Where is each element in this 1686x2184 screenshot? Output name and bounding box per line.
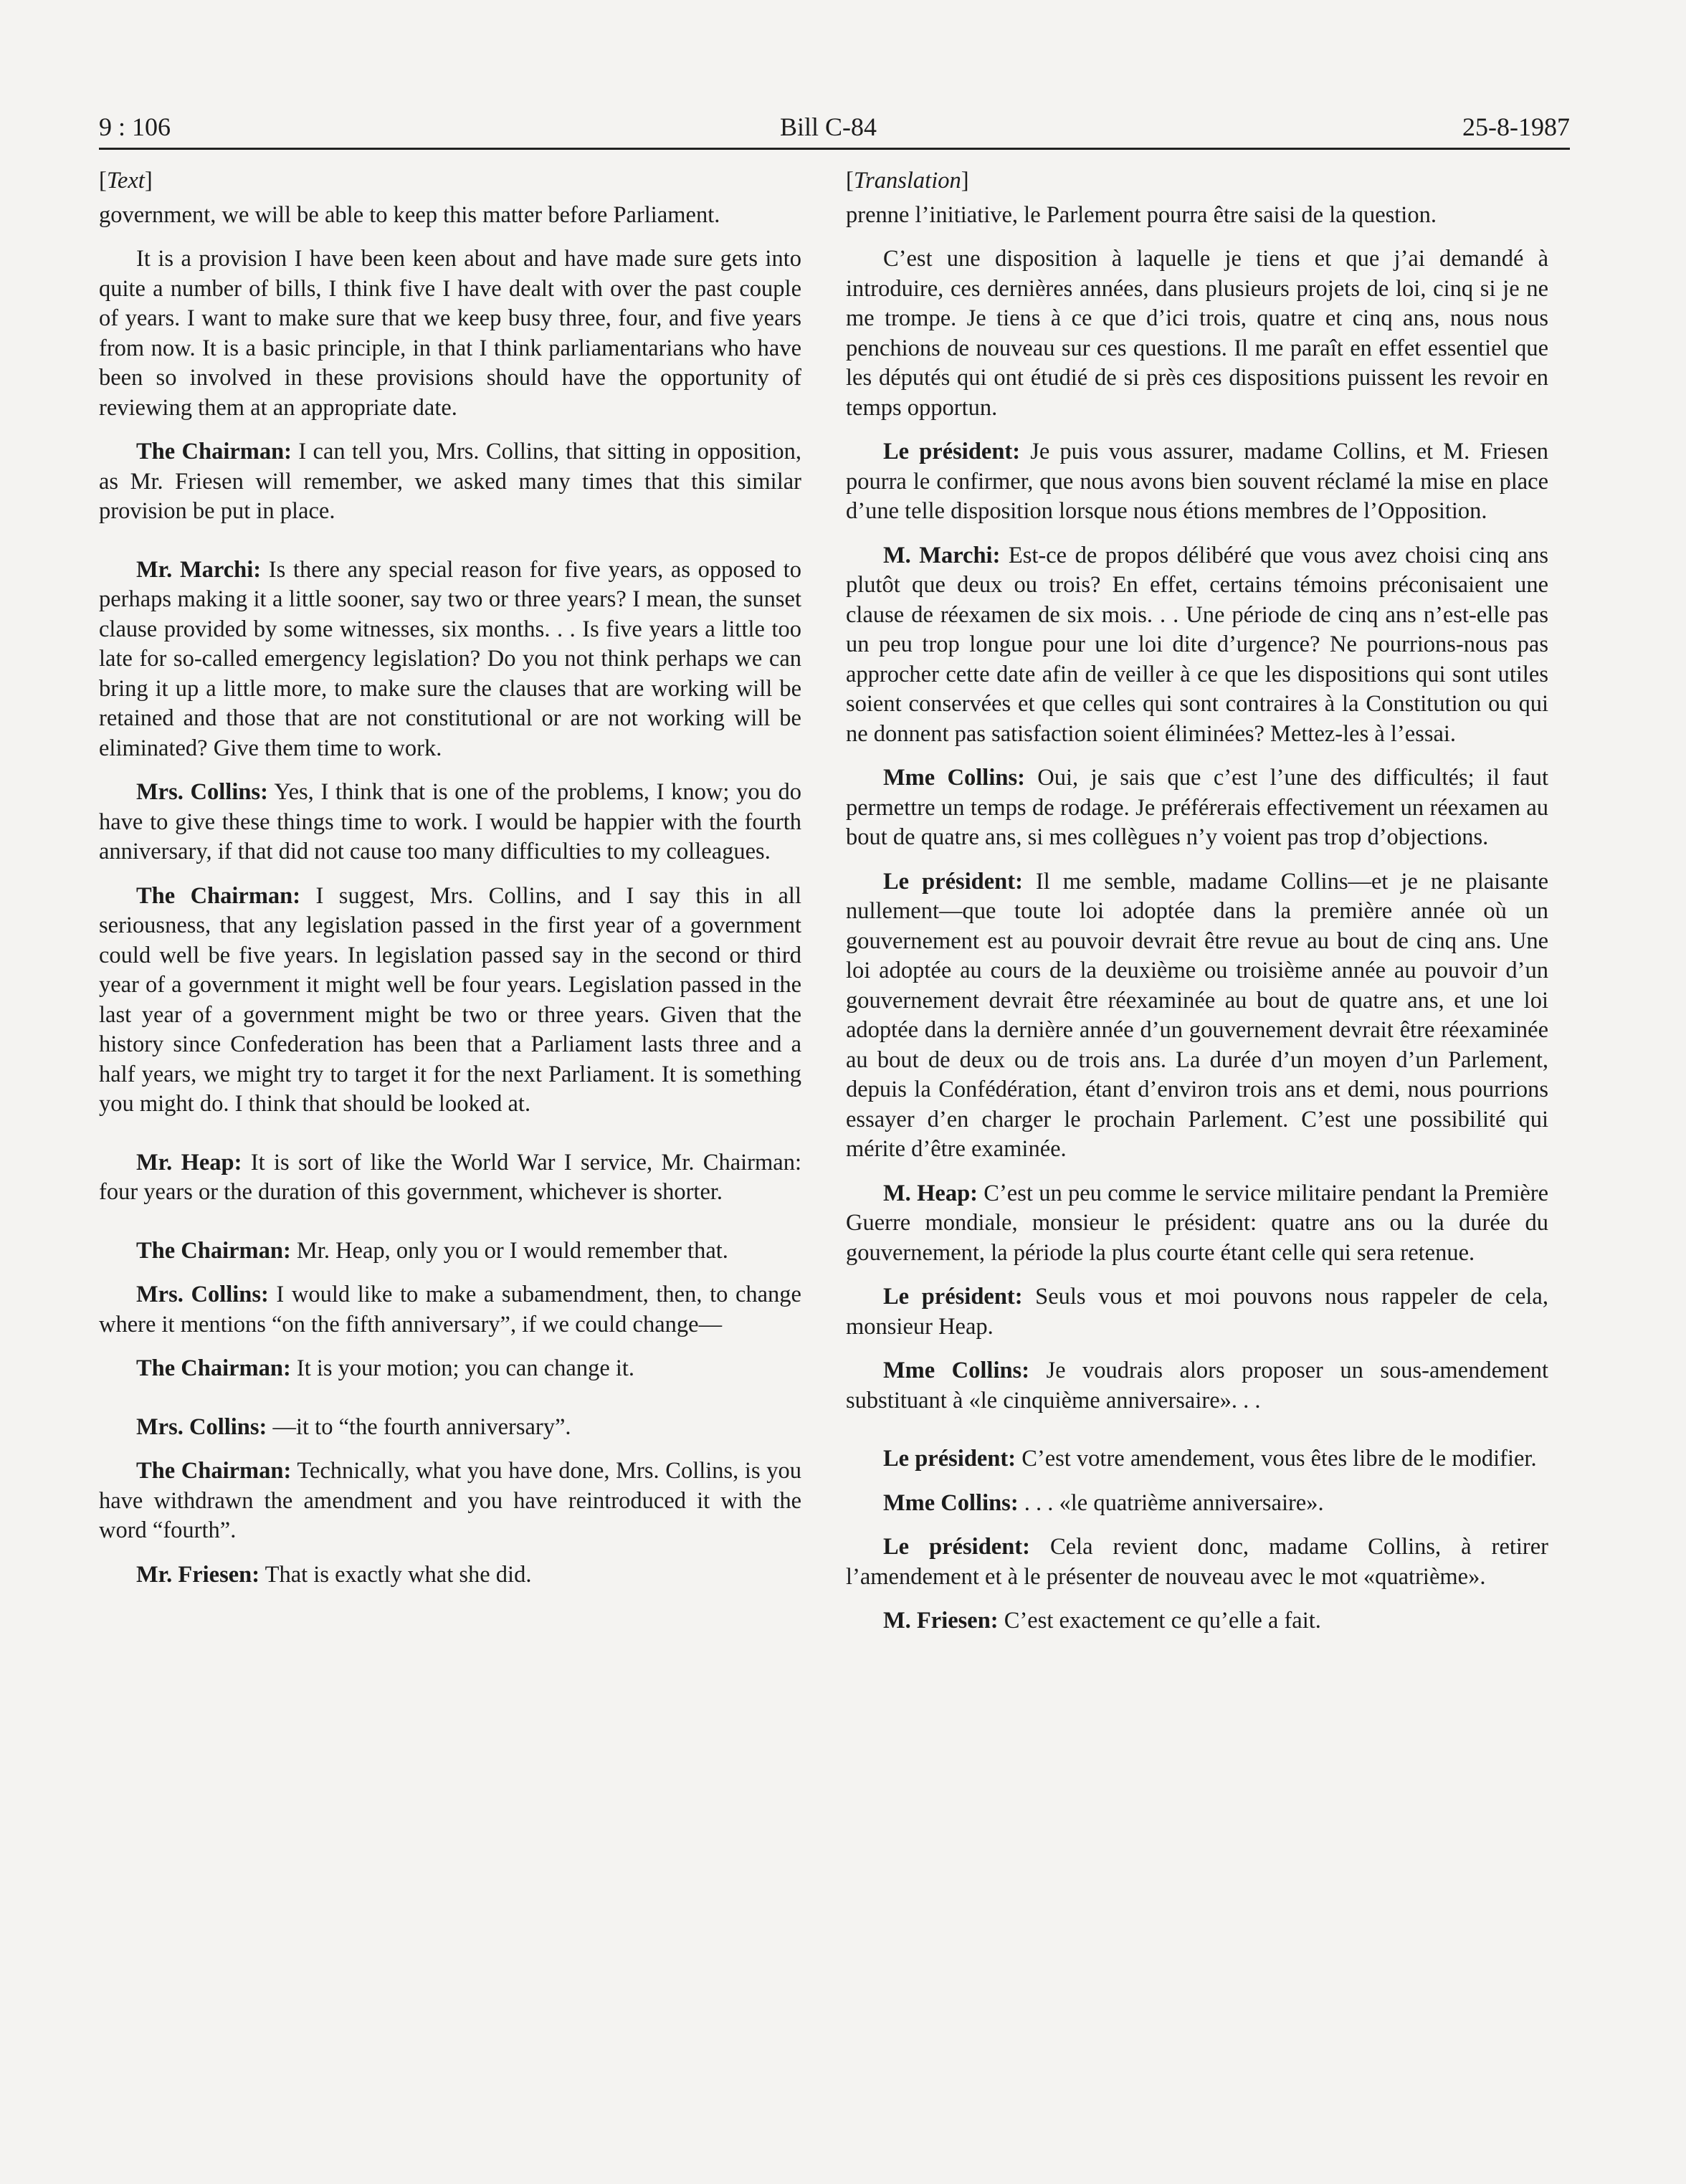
- speaker-name: Le président:: [883, 868, 1023, 895]
- transcript-paragraph: [99, 1236, 801, 1267]
- paragraph-text: Il me semble, madame Collins—et je ne plaisante nullement—que toute loi adoptée dans la première année où un gouvernement est au pouvoir devrait être revue au bout de cinq ans. Une loi adoptée au cours de la deuxième ou troisième année au pouvoir d’un gouvernement devrait être réexaminée au bout de quatre ans, et une loi adoptée dans la dernière année d’un gouvernement devrait être réexaminée au bout de deux ou de trois ans. La durée d’un moyen d’un Parlement, depuis la Confédération, étant d’environ trois ans et demi, nous pourrions essayer d’en charger le prochain Parlement. C’est une possibilité qui mérite d’être examinée.: [846, 868, 1548, 1162]
- speaker-name: Mrs. Collins:: [136, 1413, 267, 1440]
- paragraph-text: government, we will be able to keep this matter before Parliament.: [99, 201, 720, 228]
- bill-title: Bill C-84: [780, 113, 877, 141]
- column-label-translation: [ Translation ]: [846, 166, 1548, 196]
- paragraph-text: C’est une disposition à laquelle je tiens et que j’ai demandé à introduire, ces dernières années, dans plusieurs projets de loi, cinq si je ne me trompe. Je tiens à ce que d’ici trois, quatre et cinq ans, nous nous penchions de nouveau sur ces questions. Il me paraît en effet essentiel que les députés qui ont étudié de si près ces dispositions puissent les revoir en temps opportun.: [846, 246, 1548, 421]
- transcript-paragraph: [846, 1282, 1548, 1342]
- paragraph-text: I can tell you, Mrs. Collins, that sitting in opposition, as Mr. Friesen will remember, we asked many times that this similar provision be put in place.: [99, 439, 801, 524]
- paragraph-text: Cela revient donc, madame Collins, à retirer l’amendement et à le présenter de nouveau avec le mot «quatrième».: [846, 1534, 1548, 1590]
- paragraph-text: —it to “the fourth anniversary”.: [267, 1413, 571, 1440]
- speaker-name: Le président:: [883, 439, 1021, 464]
- transcript-paragraph: [846, 1444, 1548, 1474]
- transcript-paragraph: [99, 1148, 801, 1208]
- speaker-name: Mme Collins:: [883, 1489, 1019, 1516]
- transcript-paragraph: [99, 555, 801, 764]
- transcript-paragraph: [99, 1280, 801, 1340]
- speaker-name: Mme Collins:: [883, 765, 1025, 791]
- transcript-paragraph: [99, 1354, 801, 1384]
- speaker-name: M. Heap:: [883, 1180, 978, 1206]
- paragraph-text: C’est un peu comme le service militaire pendant la Première Guerre mondiale, monsieur le président: quatre ans ou la durée du gouvernement, la période la plus courte étant celle qui sera retenue.: [846, 1180, 1548, 1266]
- speaker-name: Mr. Friesen:: [136, 1561, 260, 1588]
- transcript-paragraph: [846, 1532, 1548, 1592]
- speaker-name: M. Marchi:: [883, 542, 1001, 568]
- paragraph-text: Je voudrais alors proposer un sous-amendement substituant à «le cinquième anniversaire». . .: [846, 1358, 1548, 1413]
- paragraph-text: Je puis vous assurer, madame Collins, et M. Friesen pourra le confirmer, que nous avons bien souvent réclamé la mise en place d’une telle disposition lorsque nous étions membres de l’Opposition.: [846, 439, 1548, 524]
- transcript-paragraph: [846, 1489, 1548, 1519]
- speaker-name: Le président:: [883, 1534, 1030, 1560]
- french-paragraphs: [846, 201, 1548, 1636]
- paragraph-text: It is sort of like the World War I service, Mr. Chairman: four years or the duration of this government, whichever is shorter.: [99, 1149, 801, 1205]
- transcript-paragraph: [99, 201, 801, 231]
- transcript-paragraph: [846, 1179, 1548, 1269]
- speaker-name: Mr. Heap:: [136, 1149, 242, 1176]
- sitting-date: 25-8-1987: [1462, 113, 1570, 141]
- speaker-name: Le président:: [883, 1446, 1016, 1472]
- french-column: [846, 166, 1548, 1651]
- speaker-name: The Chairman:: [136, 882, 301, 909]
- transcript-paragraph: [846, 867, 1548, 1165]
- speaker-name: Mrs. Collins:: [136, 1282, 269, 1307]
- speaker-name: M. Friesen:: [883, 1608, 999, 1634]
- transcript-paragraph: [99, 1413, 801, 1443]
- transcript-paragraph: [846, 201, 1548, 231]
- paragraph-text: It is a provision I have been keen about and have made sure gets into quite a number of bills, I think five I have dealt with over the past couple of years. I want to make sure that we keep busy three, four, and five years from now. It is a basic principle, in that I think parliamentarians who have been so involved in these provisions should have the opportunity of reviewing them at an appropriate date.: [99, 246, 801, 421]
- transcript-paragraph: [99, 882, 801, 1120]
- transcript-paragraph: [846, 541, 1548, 750]
- transcript-paragraph: [846, 244, 1548, 423]
- paragraph-text: I would like to make a subamendment, then, to change where it mentions “on the fifth anniversary”, if we could change—: [99, 1282, 801, 1337]
- speaker-name: The Chairman:: [136, 439, 292, 464]
- speaker-name: The Chairman:: [136, 1355, 291, 1381]
- column-label-text: [ Text ]: [99, 166, 801, 196]
- speaker-name: Mme Collins:: [883, 1358, 1030, 1383]
- paragraph-text: C’est exactement ce qu’elle a fait.: [998, 1608, 1321, 1634]
- paragraph-text: It is your motion; you can change it.: [290, 1355, 635, 1381]
- paragraph-text: Oui, je sais que c’est l’une des difficultés; il faut permettre un temps de rodage. Je préférerais effectivement un réexamen au bout de quatre ans, si mes collègues n’y voient pas trop d’objections.: [846, 765, 1549, 850]
- transcript-paragraph: [846, 1356, 1548, 1416]
- paragraph-text: Est-ce de propos délibéré que vous avez choisi cinq ans plutôt que deux ou trois? En effet, certains témoins préconisaient une clause de réexamen de six mois. . . Une période de cinq ans n’est-elle pas un peu trop longue pour une loi dite d’urgence? Ne pourrions-nous pas approcher cette date afin de veiller à ce que les dispositions qui sont utiles soient conservées et que celles qui sont contraires à la Constitution ou qui ne donnent pas satisfaction soient éliminées? Mettez-les à l’essai.: [846, 542, 1548, 747]
- transcript-paragraph: [99, 437, 801, 527]
- speaker-name: Le président:: [883, 1284, 1023, 1310]
- english-column: [99, 166, 801, 1604]
- page-number: 9 : 106: [99, 113, 171, 141]
- transcript-paragraph: [846, 1606, 1548, 1636]
- paragraph-text: That is exactly what she did.: [259, 1561, 532, 1588]
- paragraph-text: Mr. Heap, only you or I would remember that.: [290, 1237, 728, 1264]
- paragraph-text: C’est votre amendement, vous êtes libre de le modifier.: [1016, 1446, 1537, 1472]
- transcript-paragraph: [846, 437, 1548, 527]
- speaker-name: Mr. Marchi:: [136, 556, 262, 583]
- transcript-paragraph: [99, 1560, 801, 1591]
- paragraph-text: I suggest, Mrs. Collins, and I say this in all seriousness, that any legislation passed in the first year of a government could well be five years. In legislation passed say in the second or third year of a government it might well be four years. Legislation passed in the last year of a government might be two or three years. Given that the history since Confederation has been that a Parliament lasts three and a half years, we might try to target it for the next Parliament. It is something you might do. I think that should be looked at.: [99, 882, 801, 1117]
- speaker-name: The Chairman:: [136, 1237, 291, 1264]
- transcript-paragraph: [99, 1456, 801, 1546]
- page-header: [99, 108, 1570, 150]
- speaker-name: The Chairman:: [136, 1458, 292, 1484]
- paragraph-text: prenne l’initiative, le Parlement pourra être saisi de la question.: [846, 201, 1437, 228]
- transcript-paragraph: [99, 244, 801, 423]
- paragraph-text: Is there any special reason for five years, as opposed to perhaps making it a little sooner, say two or three years? I mean, the sunset clause provided by some witnesses, six months. . . Is five years a little too late for so-called emergency legislation? Do you not think perhaps we can bring it up a little more, to make sure the clauses that are working will be retained and those that are not constitutional or are not working will be eliminated? Give them time to work.: [99, 556, 801, 761]
- transcript-paragraph: [846, 763, 1548, 853]
- english-paragraphs: [99, 201, 801, 1591]
- speaker-name: Mrs. Collins:: [136, 779, 268, 805]
- paragraph-text: . . . «le quatrième anniversaire».: [1018, 1489, 1324, 1516]
- paragraph-text: Technically, what you have done, Mrs. Collins, is you have withdrawn the amendment and you have reintroduced it with the word “fourth”.: [99, 1458, 801, 1543]
- paragraph-text: Seuls vous et moi pouvons nous rappeler de cela, monsieur Heap.: [846, 1284, 1548, 1340]
- transcript-paragraph: [99, 778, 801, 867]
- paragraph-text: Yes, I think that is one of the problems, I know; you do have to give these things time to work. I would be happier with the fourth anniversary, if that did not cause too many difficulties to my colleagues.: [99, 779, 801, 864]
